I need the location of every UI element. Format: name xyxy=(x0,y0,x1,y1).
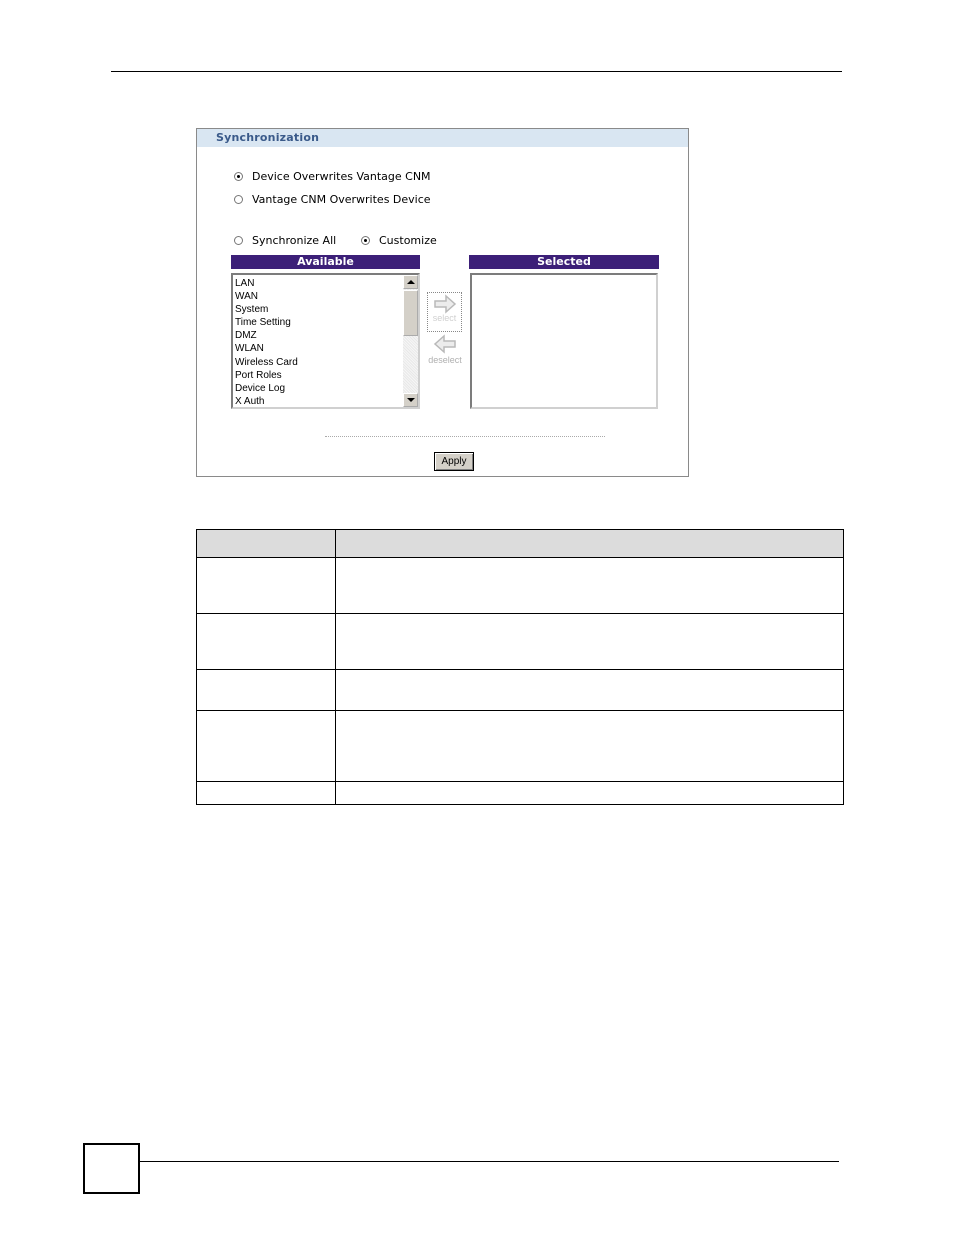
panel-title: Synchronization xyxy=(197,129,688,147)
list-item[interactable]: System xyxy=(235,304,269,316)
arrow-right-icon xyxy=(432,293,458,315)
radio-synchronize-all[interactable] xyxy=(234,234,336,247)
scroll-up-button[interactable] xyxy=(403,275,418,289)
table-cell xyxy=(336,558,844,614)
scroll-thumb[interactable] xyxy=(403,290,418,336)
list-item[interactable]: Time Setting xyxy=(235,317,291,329)
page-number-box xyxy=(83,1143,140,1194)
table-header-cell xyxy=(336,530,844,558)
selected-header: Selected xyxy=(469,255,659,269)
radio-button[interactable] xyxy=(234,236,243,245)
table-row xyxy=(197,670,844,711)
select-label: select xyxy=(432,313,457,323)
available-list-items xyxy=(235,277,298,408)
available-header: Available xyxy=(231,255,420,269)
radio-customize[interactable] xyxy=(361,234,437,247)
list-item[interactable]: LAN xyxy=(235,278,255,289)
table-cell xyxy=(336,711,844,782)
list-item[interactable]: X Auth xyxy=(235,395,265,407)
radio-button[interactable] xyxy=(234,195,243,204)
table-cell xyxy=(197,670,336,711)
table-cell xyxy=(336,782,844,805)
radio-button-checked[interactable] xyxy=(361,236,370,245)
radio-label-cnm-overwrites: Vantage CNM Overwrites Device xyxy=(252,193,431,206)
list-item[interactable]: DMZ xyxy=(235,330,257,342)
deselect-label: deselect xyxy=(428,355,462,365)
top-rule xyxy=(111,71,842,72)
list-item[interactable]: Device Log xyxy=(235,382,286,394)
deselect-button[interactable] xyxy=(425,333,465,371)
scroll-down-button[interactable] xyxy=(403,393,418,407)
arrow-left-icon xyxy=(432,333,458,355)
available-scrollbar[interactable] xyxy=(403,275,418,407)
table-header-row xyxy=(197,530,844,558)
radio-button-checked[interactable] xyxy=(234,172,243,181)
table-cell xyxy=(336,614,844,670)
table-cell xyxy=(197,711,336,782)
scroll-up-icon xyxy=(407,280,415,284)
list-item[interactable]: Port Roles xyxy=(235,369,282,381)
table-cell xyxy=(197,558,336,614)
table-row xyxy=(197,558,844,614)
radio-label-customize: Customize xyxy=(379,234,437,247)
table-row xyxy=(197,711,844,782)
description-table xyxy=(196,529,844,805)
bottom-rule xyxy=(140,1161,839,1162)
select-button[interactable] xyxy=(427,292,462,332)
radio-device-overwrites[interactable] xyxy=(234,170,431,183)
table-cell xyxy=(336,670,844,711)
list-item[interactable]: Wireless Card xyxy=(235,356,298,368)
dotted-separator xyxy=(325,436,605,437)
radio-cnm-overwrites[interactable] xyxy=(234,193,431,206)
list-item[interactable]: WAN xyxy=(235,291,258,303)
table-row xyxy=(197,782,844,805)
radio-label-synchronize-all: Synchronize All xyxy=(252,234,337,247)
table-cell xyxy=(197,782,336,805)
table-header-cell xyxy=(197,530,336,558)
apply-button[interactable]: Apply xyxy=(434,452,474,471)
radio-label-device-overwrites: Device Overwrites Vantage CNM xyxy=(252,170,431,183)
table-row xyxy=(197,614,844,670)
selected-listbox[interactable] xyxy=(470,273,658,409)
list-item[interactable]: WLAN xyxy=(235,343,264,355)
scroll-down-icon xyxy=(407,398,415,402)
table-cell xyxy=(197,614,336,670)
available-listbox[interactable] xyxy=(231,273,420,409)
